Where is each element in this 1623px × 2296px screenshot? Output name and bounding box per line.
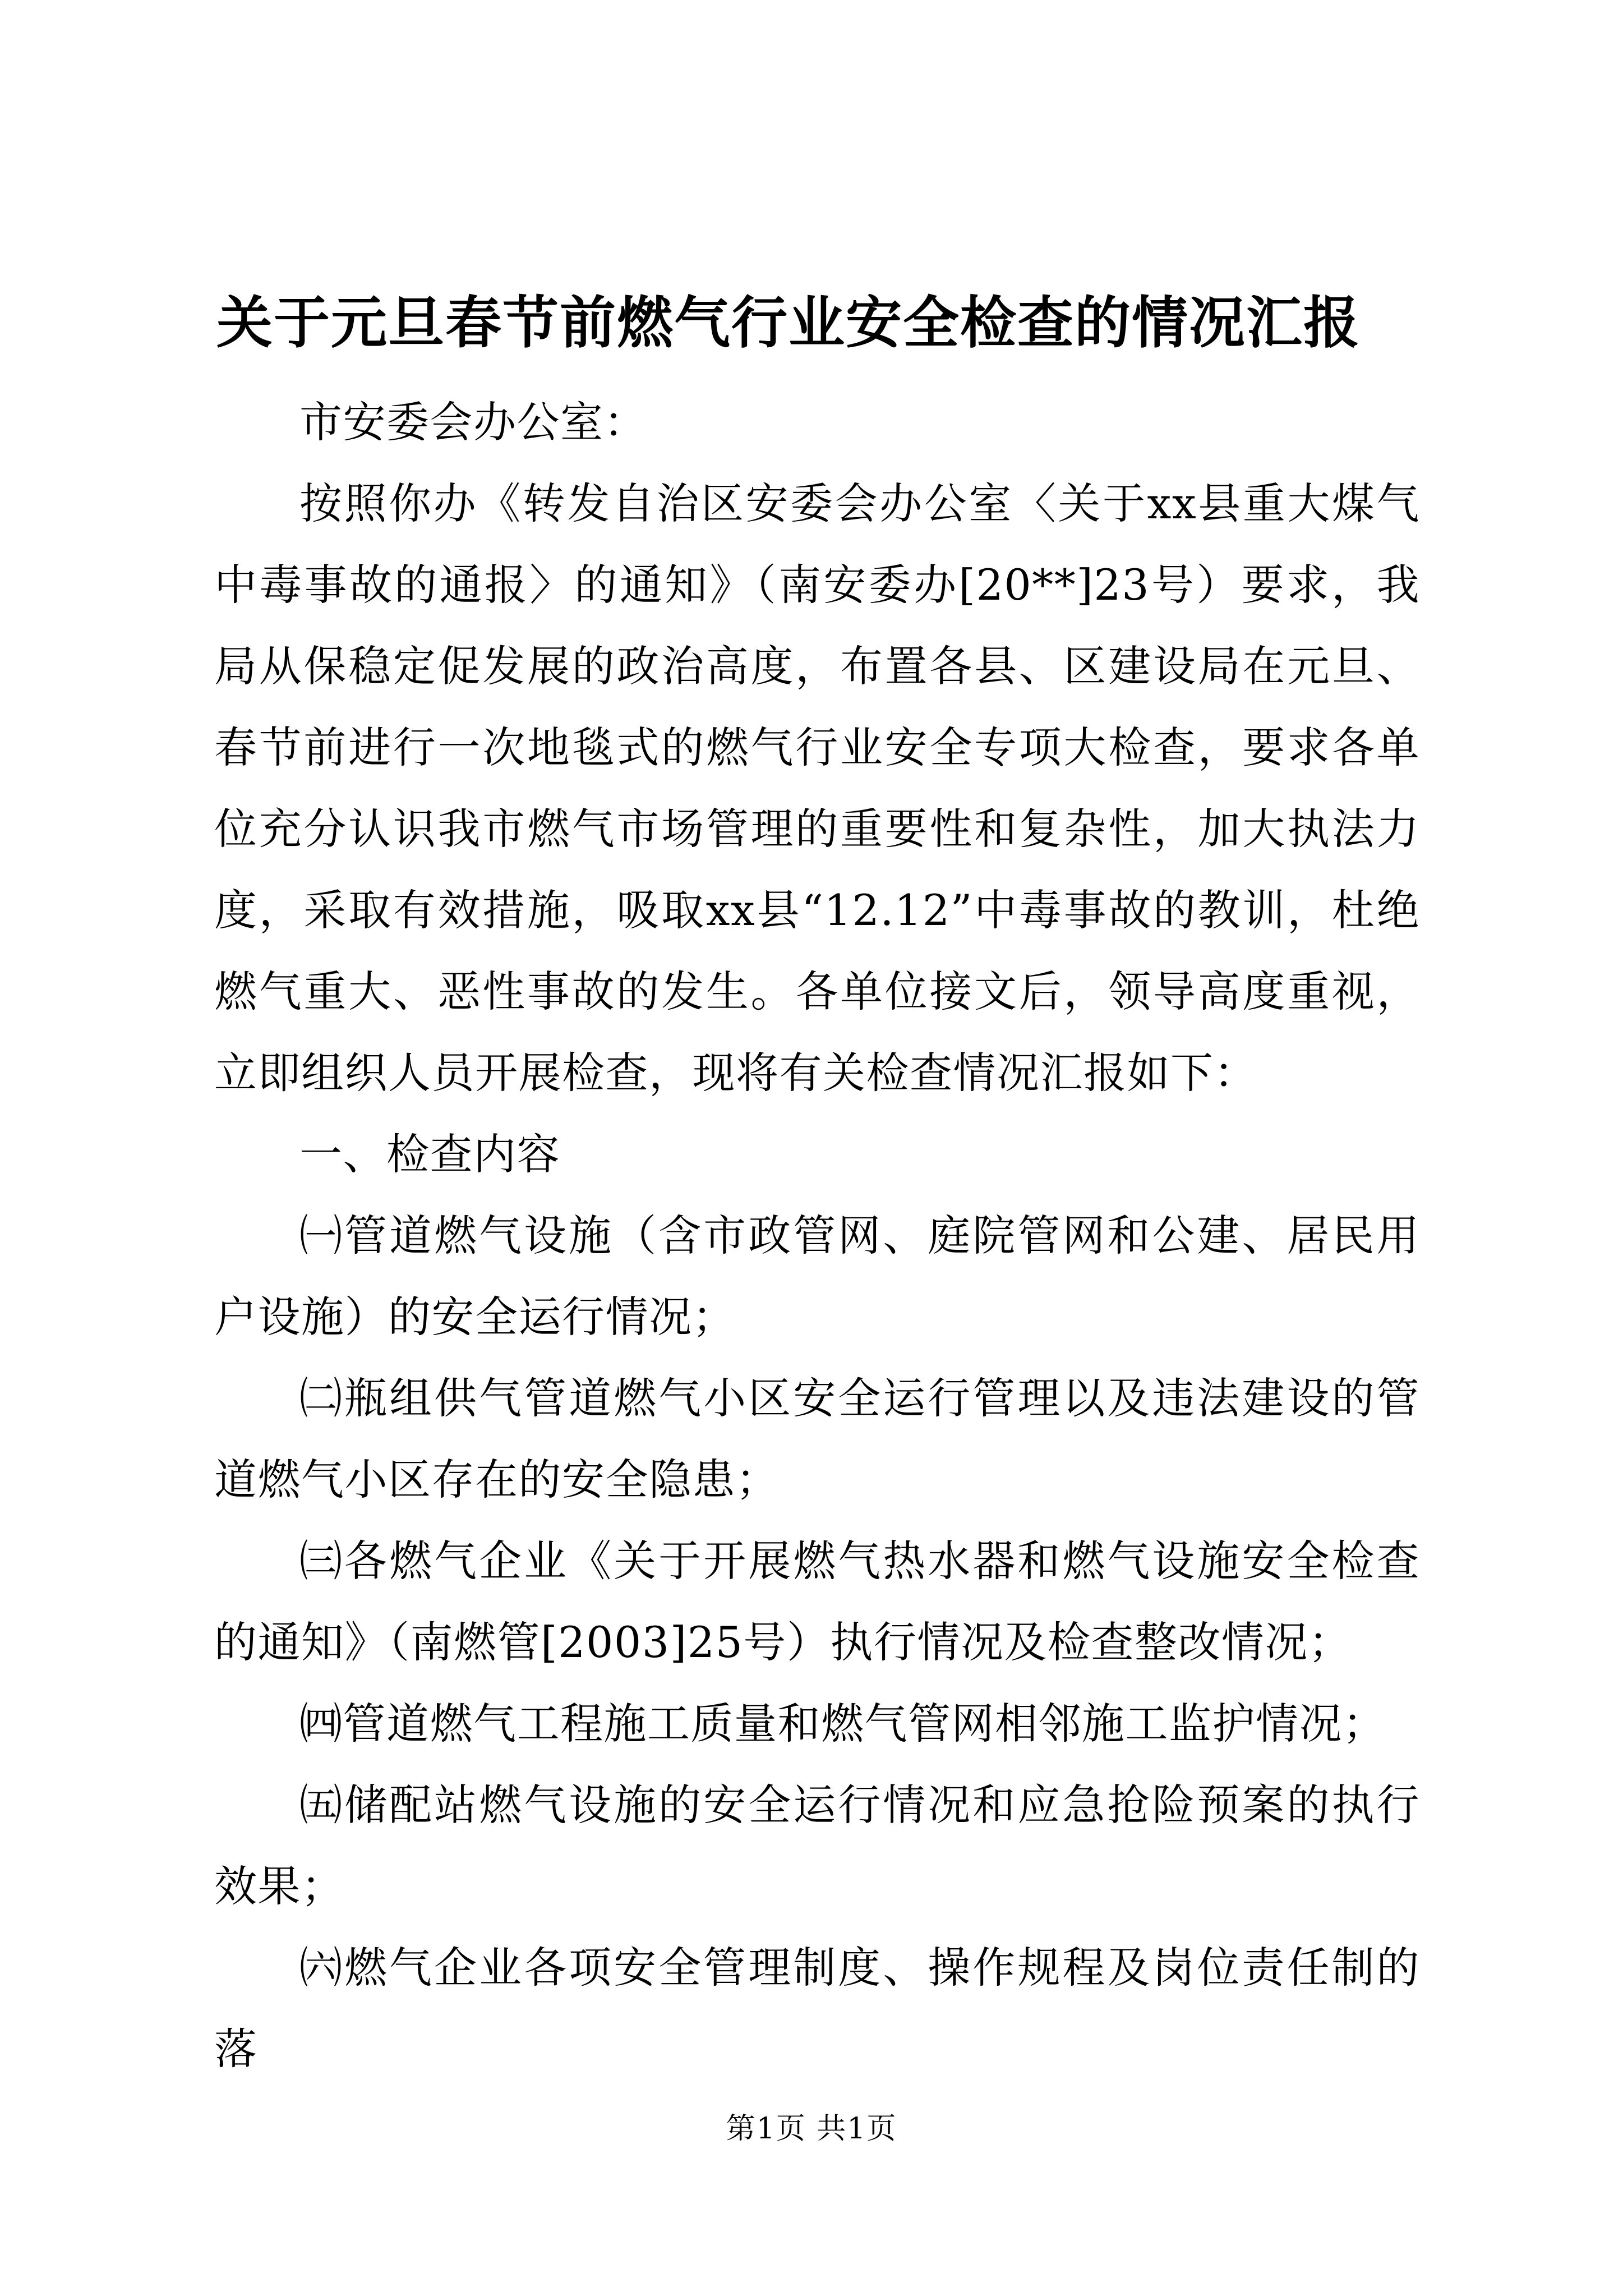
- section-heading-inspection-content: 一、检查内容: [299, 1129, 560, 1179]
- list-item-2: ㈡瓶组供气管道燃气小区安全运行管理以及违法建设的管道燃气小区存在的安全隐患；: [214, 1373, 1420, 1504]
- list-item-4: ㈣管道燃气工程施工质量和燃气管网相邻施工监护情况；: [299, 1699, 1386, 1749]
- paragraph-intro: 按照你办《转发自治区安委会办公室〈关于xx县重大煤气中毒事故的通报〉的通知》（南安委办[20**]23号）要求，我局从保稳定促发展的政治高度，布置各县、区建设局在元旦、春节前进行一次地毯式的燃气行业安全专项大检查，要求各单位充分认识我市燃气市场管理的重要性和复杂性，加大执法力度，采取有效措施，吸取xx县“12.12”中毒事故的教训，杜绝燃气重大、恶性事故的发生。各单位接文后，领导高度重视，立即组织人员开展检查，现将有关检查情况汇报如下：: [214, 478, 1420, 1098]
- paragraph-addressee: 市安委会办公室：: [299, 397, 647, 447]
- list-item-3: ㈢各燃气企业《关于开展燃气热水器和燃气设施安全检查的通知》（南燃管[2003]25号）执行情况及检查整改情况；: [214, 1536, 1420, 1667]
- page-number-footer: 第1页 共1页: [726, 2112, 897, 2146]
- list-item-6: ㈥燃气企业各项安全管理制度、操作规程及岗位责任制的落: [214, 1943, 1420, 2074]
- document-title: 关于元旦春节前燃气行业安全检查的情况汇报: [216, 289, 1361, 356]
- list-item-5: ㈤储配站燃气设施的安全运行情况和应急抢险预案的执行效果；: [214, 1780, 1420, 1911]
- document-body: [214, 381, 1420, 2090]
- list-item-1: ㈠管道燃气设施（含市政管网、庭院管网和公建、居民用户设施）的安全运行情况；: [214, 1211, 1420, 1342]
